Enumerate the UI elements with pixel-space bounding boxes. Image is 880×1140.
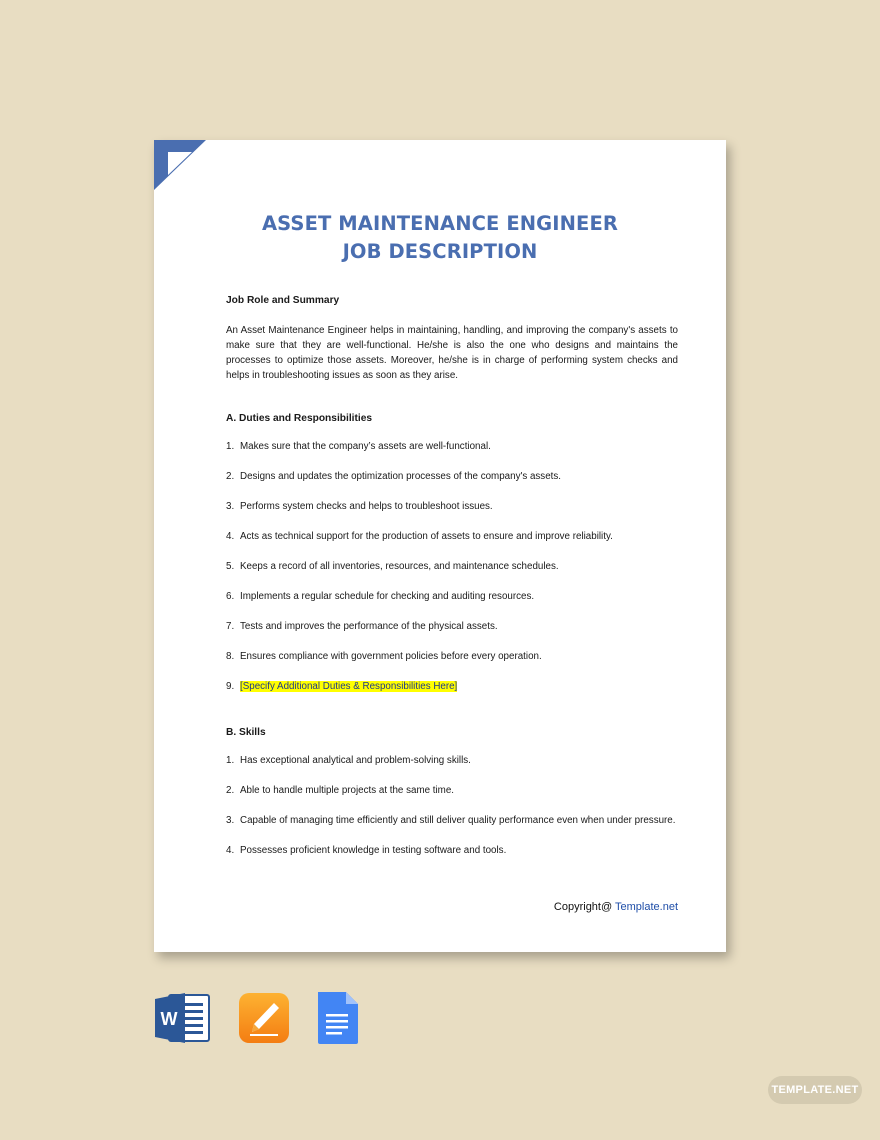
item-number: 9. <box>226 681 235 692</box>
item-number: 7. <box>226 621 235 632</box>
corner-decoration <box>154 140 206 190</box>
template-link[interactable]: Template.net <box>615 901 678 913</box>
item-text: Acts as technical support for the production of assets to ensure and improve reliability. <box>240 531 613 542</box>
item-text: Tests and improves the performance of the physical assets. <box>240 621 498 632</box>
item-text: Capable of managing time efficiently and still deliver quality performance even when under pressure. <box>240 815 676 826</box>
list-item <box>226 843 678 858</box>
list-item <box>226 619 678 634</box>
template-net-watermark[interactable]: TEMPLATE.NET <box>768 1076 862 1104</box>
item-text: Has exceptional analytical and problem-solving skills. <box>240 755 471 766</box>
list-item <box>226 499 678 514</box>
item-text: Possesses proficient knowledge in testing software and tools. <box>240 845 507 856</box>
item-number: 1. <box>226 755 235 766</box>
item-text: Performs system checks and helps to troubleshoot issues. <box>240 501 493 512</box>
item-number: 1. <box>226 441 235 452</box>
list-item <box>226 529 678 544</box>
item-number: 3. <box>226 501 235 512</box>
microsoft-word-icon[interactable] <box>155 992 211 1044</box>
google-docs-icon[interactable] <box>316 992 360 1044</box>
item-text: Implements a regular schedule for checking and auditing resources. <box>240 591 535 602</box>
item-number: 4. <box>226 845 235 856</box>
title-line-2: JOB DESCRIPTION <box>342 240 538 263</box>
item-number: 2. <box>226 785 235 796</box>
duties-list <box>226 439 678 694</box>
svg-text:W: W <box>160 1009 178 1029</box>
placeholder-highlight[interactable]: [Specify Additional Duties & Responsibilities Here] <box>240 681 458 692</box>
item-text: Ensures compliance with government policies before every operation. <box>240 651 542 662</box>
summary-paragraph: An Asset Maintenance Engineer helps in maintaining, handling, and improving the company's assets to make sure that they are well-functional. He/she is also the one who designs and maintains the processes to optimize those assets. Moreover, he/she is in charge of performing system checks and helps in troubleshooting issues as soon as they arise. <box>226 325 678 381</box>
item-text: Able to handle multiple projects at the same time. <box>240 785 455 796</box>
item-number: 2. <box>226 471 235 482</box>
list-item <box>226 469 678 484</box>
item-text: Keeps a record of all inventories, resources, and maintenance schedules. <box>240 561 559 572</box>
copyright-notice <box>554 901 678 913</box>
list-item <box>226 649 678 664</box>
item-text: Designs and updates the optimization processes of the company's assets. <box>240 471 561 482</box>
summary-heading: Job Role and Summary <box>226 295 340 306</box>
skills-heading: B. Skills <box>226 727 266 738</box>
list-item <box>226 783 678 798</box>
item-number: 3. <box>226 815 235 826</box>
item-number: 5. <box>226 561 235 572</box>
copyright-prefix: Copyright@ <box>553 901 616 913</box>
list-item <box>226 439 678 454</box>
list-item <box>226 679 678 694</box>
item-number: 4. <box>226 531 235 542</box>
list-item <box>226 753 678 768</box>
list-item <box>226 589 678 604</box>
document-page <box>154 140 726 952</box>
apple-pages-icon[interactable] <box>238 992 290 1044</box>
list-item <box>226 559 678 574</box>
item-number: 8. <box>226 651 235 662</box>
document-body <box>226 295 678 858</box>
title-line-1: ASSET MAINTENANCE ENGINEER <box>261 212 619 235</box>
item-number: 6. <box>226 591 235 602</box>
item-text: Makes sure that the company’s assets are well-functional. <box>240 441 491 452</box>
duties-heading: A. Duties and Responsibilities <box>226 413 373 424</box>
skills-list <box>226 753 678 858</box>
document-title <box>154 210 726 266</box>
list-item <box>226 813 678 828</box>
